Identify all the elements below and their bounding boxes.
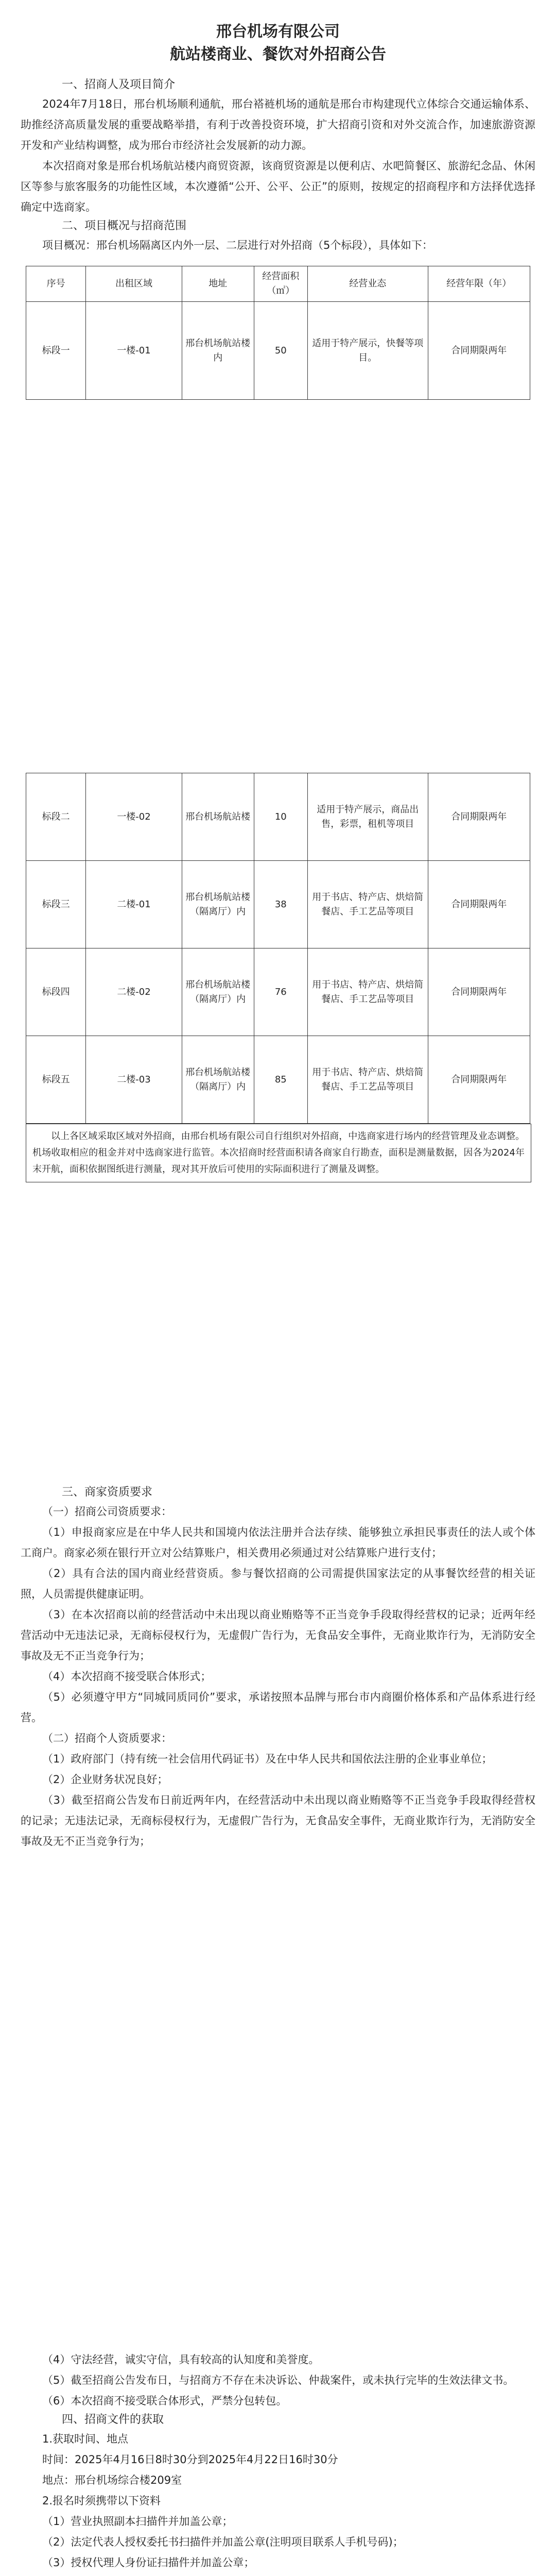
section-2-para: 项目概况：邢台机场隔离区内外一层、二层进行对外招商（5个标段），具体如下： bbox=[42, 239, 433, 251]
section-3-person-item-5: （5）截至招商公告发布日，与招商方不存在未决诉讼、仲裁案件，或未执行完毕的生效法律文书。 bbox=[42, 2374, 514, 2386]
lease-table-part-1 bbox=[26, 266, 530, 400]
document-block-3 bbox=[21, 1484, 535, 1852]
table-cell: 38 bbox=[254, 861, 307, 948]
table-cell: 用于书店、特产店、烘焙简餐店、手工艺品等项目 bbox=[308, 861, 428, 948]
section-4-line-4: 2.报名时须携带以下资料 bbox=[42, 2495, 161, 2507]
section-3-person-item-4: （4）守法经营，诚实守信，具有较高的认知度和美誉度。 bbox=[42, 2353, 320, 2366]
section-3-item-3: （3）在本次招商以前的经营活动中未出现以商业贿赂等不正当竞争手段取得经营权的记录；近两年经营活动中无违法记录，无商标侵权行为，无虚假广告行为，无食品安全事件，无商业欺诈行为，无消防安全事故及无不正当竞争行为； bbox=[21, 1608, 535, 1662]
table-cell: 标段五 bbox=[26, 1036, 86, 1124]
table-row bbox=[26, 1036, 530, 1124]
document-title-line2: 航站楼商业、餐饮对外招商公告 bbox=[170, 45, 386, 63]
document-block-2 bbox=[21, 773, 535, 1182]
table-cell: 10 bbox=[254, 773, 307, 861]
section-4-line-7: （3）授权代理人身份证扫描件并加盖公章； bbox=[42, 2556, 255, 2569]
document-title-line1: 邢台机场有限公司 bbox=[216, 23, 340, 41]
table-header-cell: 经营业态 bbox=[308, 266, 428, 302]
table-cell: 合同期限两年 bbox=[428, 1036, 530, 1124]
table-cell: 50 bbox=[254, 302, 307, 400]
table-header-cell: 出租区域 bbox=[86, 266, 182, 302]
section-3-item-5: （5）必须遵守甲方“同城同质同价”要求，承诺按照本品牌与邢台市内商圈价格体系和产品体系进行经营。 bbox=[21, 1691, 535, 1724]
section-4-line-2: 时间：2025年4月16日8时30分到2025年4月22日16时30分 bbox=[42, 2453, 338, 2466]
section-3-item-4: （4）本次招商不接受联合体形式； bbox=[42, 1670, 212, 1683]
table-cell: 二楼-01 bbox=[86, 861, 182, 948]
document-block-1 bbox=[21, 21, 535, 400]
section-1-heading: 一、招商人及项目简介 bbox=[62, 78, 176, 91]
section-4-line-5: （1）营业执照副本扫描件并加盖公章； bbox=[42, 2515, 233, 2528]
table-cell: 二楼-03 bbox=[86, 1036, 182, 1124]
table-cell: 二楼-02 bbox=[86, 948, 182, 1036]
table-cell: 邢台机场航站楼 bbox=[182, 773, 254, 861]
section-3-item-1: （1）申报商家应是在中华人民共和国境内依法注册并合法存续、能够独立承担民事责任的法人或个体工商户。商家必须在银行开立对公结算账户，相关费用必须通过对公结算账户进行支付； bbox=[21, 1526, 535, 1559]
table-cell: 标段四 bbox=[26, 948, 86, 1036]
section-4-line-8 bbox=[21, 2573, 535, 2576]
table-cell: 用于书店、特产店、烘焙简餐店、手工艺品等项目 bbox=[308, 1036, 428, 1124]
table-cell: 一楼-01 bbox=[86, 302, 182, 400]
table-cell: 合同期限两年 bbox=[428, 948, 530, 1036]
table-note: 以上各区域采取区域对外招商，由邢台机场有限公司自行组织对外招商，中选商家进行场内的经营管理及业态调整。机场收取相应的租金并对中选商家进行监管。本次招商时经营面积请各商家自行勘查，面积是测量数据，因各为2024年末开航，面积依据图纸进行测量，现对其开放后可使用的实际面积进行了测量及调整。 bbox=[26, 1124, 531, 1182]
section-3-sub-2: （二）招商个人资质要求： bbox=[42, 1732, 172, 1744]
table-cell: 合同期限两年 bbox=[428, 861, 530, 948]
section-3-person-item-2: （2）企业财务状况良好； bbox=[42, 1773, 168, 1786]
table-row bbox=[26, 773, 530, 861]
section-4-line-3: 地点：邢台机场综合楼209室 bbox=[42, 2474, 182, 2486]
section-3-person-item-3: （3）截至招商公告发布日前近两年内，在经营活动中未出现以商业贿赂等不正当竞争手段取得经营权的记录；无违法记录，无商标侵权行为，无虚假广告行为，无食品安全事件，无商业欺诈行为，无消防安全事故及无不正当竞争行为； bbox=[21, 1794, 535, 1848]
lease-table-part-2 bbox=[26, 773, 530, 1124]
table-cell: 标段一 bbox=[26, 302, 86, 400]
table-cell: 适用于特产展示，商品出售，彩票，租机等项目 bbox=[308, 773, 428, 861]
table-cell: 标段三 bbox=[26, 861, 86, 948]
section-1-para-1: 2024年7月18日，邢台机场顺利通航，邢台褡裢机场的通航是邢台市构建现代立体综合交通运输体系、助推经济高质量发展的重要战略举措，有利于改善投资环境，扩大招商引资和对外交流合作，加速旅游资源开发和产业结构调整，成为邢台市经济社会发展新的动力源。 bbox=[21, 98, 535, 151]
table-cell: 合同期限两年 bbox=[428, 302, 530, 400]
table-cell: 邢台机场航站楼内 bbox=[182, 302, 254, 400]
table-header-cell: 经营面积（㎡） bbox=[254, 266, 307, 302]
table-header-row bbox=[26, 266, 530, 302]
table-cell: 76 bbox=[254, 948, 307, 1036]
section-4-heading: 四、招商文件的获取 bbox=[62, 2413, 164, 2426]
table-cell: 用于书店、特产店、烘焙简餐店、手工艺品等项目 bbox=[308, 948, 428, 1036]
section-3-person-item-1: （1）政府部门（持有统一社会信用代码证书）及在中华人民共和国依法注册的企业事业单位； bbox=[42, 1753, 493, 1765]
table-header-cell: 地址 bbox=[182, 266, 254, 302]
section-3-heading: 三、商家资质要求 bbox=[62, 1486, 153, 1499]
table-cell: 85 bbox=[254, 1036, 307, 1124]
section-4-line-1: 1.获取时间、地点 bbox=[42, 2433, 129, 2445]
table-cell: 标段二 bbox=[26, 773, 86, 861]
section-4-line-6: （2）法定代表人授权委托书扫描件并加盖公章(注明项目联系人手机号码)； bbox=[42, 2536, 404, 2548]
table-header-cell: 经营年限（年） bbox=[428, 266, 530, 302]
section-3-person-item-6: （6）本次招商不接受联合体形式，严禁分包转包。 bbox=[42, 2395, 287, 2407]
section-2-heading: 二、项目概况与招商范围 bbox=[62, 219, 187, 232]
table-row bbox=[26, 861, 530, 948]
table-cell: 邢台机场航站楼（隔离厅）内 bbox=[182, 1036, 254, 1124]
table-row bbox=[26, 302, 530, 400]
table-cell: 邢台机场航站楼（隔离厅）内 bbox=[182, 861, 254, 948]
table-cell: 合同期限两年 bbox=[428, 773, 530, 861]
table-cell: 邢台机场航站楼（隔离厅）内 bbox=[182, 948, 254, 1036]
table-cell: 适用于特产展示，快餐等项目。 bbox=[308, 302, 428, 400]
section-1-para-2: 本次招商对象是邢台机场航站楼内商贸资源，该商贸资源是以便利店、水吧简餐区、旅游纪念品、休闲区等参与旅客服务的功能性区域，本次遵循“公开、公平、公正”的原则，按规定的招商程序和方法择优选择确定中选商家。 bbox=[21, 160, 535, 213]
section-3-sub-1: （一）招商公司资质要求： bbox=[42, 1505, 172, 1518]
table-cell: 一楼-02 bbox=[86, 773, 182, 861]
section-3-item-2: （2）具有合法的国内商业经营资质。参与餐饮招商的公司需提供国家法定的从事餐饮经营的相关证照，人员需提供健康证明。 bbox=[21, 1567, 535, 1600]
table-row bbox=[26, 948, 530, 1036]
document-block-4 bbox=[21, 2349, 535, 2576]
table-header-cell: 序号 bbox=[26, 266, 86, 302]
